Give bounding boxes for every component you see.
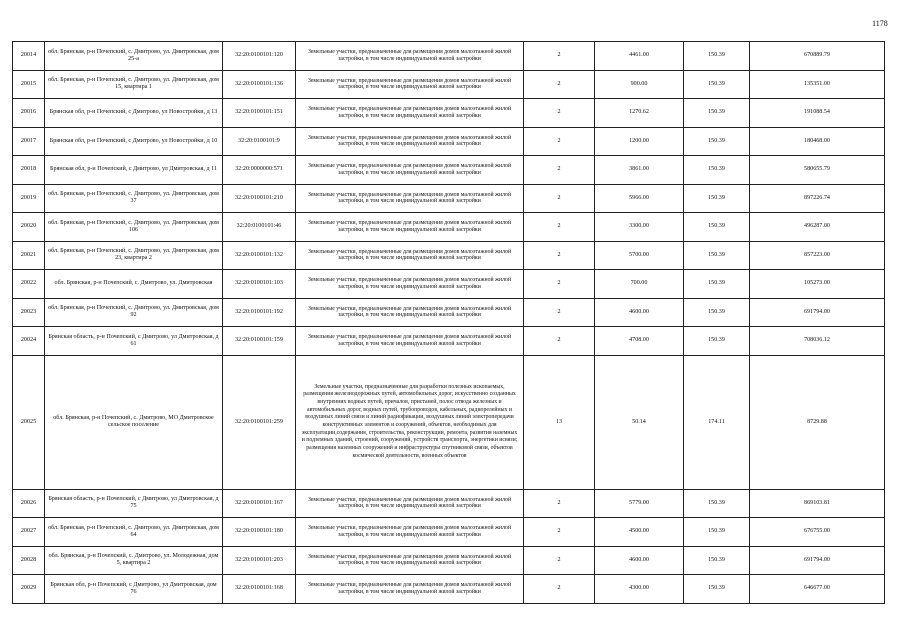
area-cell: 4500.00 [595, 518, 684, 547]
group-code-cell: 2 [524, 70, 595, 99]
table-row [13, 575, 885, 604]
cadastral-number-cell: 32:20:0100101:192 [223, 298, 296, 327]
cadastral-number-cell: 32:20:0100101:180 [223, 518, 296, 547]
cadastral-number-cell: 32:20:0100101:203 [223, 546, 296, 575]
table-row [13, 489, 885, 518]
address-cell: обл. Брянская, р-н Почепский, с. Дмитрово, МО Дмитровское сельское поселение [45, 355, 223, 489]
cadastral-value-cell: 857223.00 [750, 241, 885, 270]
cadastral-number-cell: 32:20:0100101:9 [223, 127, 296, 156]
area-cell: 4708.00 [595, 327, 684, 356]
group-code-cell: 2 [524, 327, 595, 356]
cadastral-value-cell: 691794.00 [750, 546, 885, 575]
address-cell: Брянская обл, р-н Почепский, с Дмитрово, ул Дмитровская, дом 76 [45, 575, 223, 604]
row-id-cell: 20016 [13, 99, 45, 128]
land-purpose-cell: Земельные участки, предназначенные для размещения домов малоэтажной жилой застройки, в том числе индивидуальной жилой застройки [296, 70, 524, 99]
table-row [13, 127, 885, 156]
table-row [13, 270, 885, 299]
table-row [13, 327, 885, 356]
address-cell: обл. Брянская, р-н Почепский, с. Дмитрово, ул. Дмитровская, дом 37 [45, 184, 223, 213]
rate-cell: 150.39 [684, 127, 750, 156]
row-id-cell: 20028 [13, 546, 45, 575]
cadastral-value-cell: 191088.54 [750, 99, 885, 128]
table-body [13, 42, 885, 604]
table-row [13, 42, 885, 71]
cadastral-value-cell: 897226.74 [750, 184, 885, 213]
group-code-cell: 2 [524, 546, 595, 575]
table-row [13, 156, 885, 185]
area-cell: 900.00 [595, 70, 684, 99]
row-id-cell: 20025 [13, 355, 45, 489]
land-purpose-cell: Земельные участки, предназначенные для размещения домов малоэтажной жилой застройки, в том числе индивидуальной жилой застройки [296, 489, 524, 518]
group-code-cell: 2 [524, 518, 595, 547]
group-code-cell: 2 [524, 489, 595, 518]
row-id-cell: 20027 [13, 518, 45, 547]
area-cell: 5966.00 [595, 184, 684, 213]
row-id-cell: 20018 [13, 156, 45, 185]
address-cell: обл. Брянская, р-н Почепский, с. Дмитрово, ул. Молодежная, дом 5, квартира 2 [45, 546, 223, 575]
rate-cell: 150.39 [684, 546, 750, 575]
group-code-cell: 2 [524, 184, 595, 213]
group-code-cell: 2 [524, 99, 595, 128]
address-cell: обл. Брянская, р-н Почепский, с. Дмитрово, ул. Дмитровская, дом 106 [45, 213, 223, 242]
cadastral-value-cell: 646677.00 [750, 575, 885, 604]
area-cell: 4600.00 [595, 546, 684, 575]
cadastral-number-cell: 32:20:0100101:259 [223, 355, 296, 489]
row-id-cell: 20023 [13, 298, 45, 327]
cadastral-value-cell: 496287.00 [750, 213, 885, 242]
area-cell: 5700.00 [595, 241, 684, 270]
land-purpose-cell: Земельные участки, предназначенные для разработки полезных ископаемых, размещения железнодорожных путей, автомобильных дорог, искусственно созданных внутренних водных путей, причалов, пристаней, полос отвода железных и автомобильных дорог, водных путей, трубопроводов, кабельных, радиорелейных и воздушных линий связи и линий радиофикации, воздушных линий электропередачи конструктивных элементов и сооружений, объектов, необходимых для эксплуатации,содержания, строительства, реконструкции, ремонта, развития наземных и подземных зданий, строений, сооружений, устройств транспорта, энергетики исвязи; размещения наземных сооружений и инфраструктуры спутниковой связи, объектов космической деятельности, военных объектов [296, 355, 524, 489]
address-cell: Брянская область, р-н Почепский, с Дмитрово, ул Дмитровская, д 61 [45, 327, 223, 356]
land-purpose-cell: Земельные участки, предназначенные для размещения домов малоэтажной жилой застройки, в том числе индивидуальной жилой застройки [296, 546, 524, 575]
address-cell: обл. Брянская, р-н Почепский, с. Дмитрово, ул. Дмитровская, дом 25-а [45, 42, 223, 71]
address-cell: Брянская область, р-н Почепский, с Дмитрово, ул Дмитровская, д 75 [45, 489, 223, 518]
cadastral-number-cell: 32:20:0100101:132 [223, 241, 296, 270]
address-cell: обл. Брянская, р-н Почепский, с. Дмитрово, ул. Дмитровская [45, 270, 223, 299]
group-code-cell: 2 [524, 298, 595, 327]
table-row [13, 184, 885, 213]
rate-cell: 150.39 [684, 489, 750, 518]
table-row [13, 70, 885, 99]
land-purpose-cell: Земельные участки, предназначенные для размещения домов малоэтажной жилой застройки, в том числе индивидуальной жилой застройки [296, 99, 524, 128]
cadastral-value-cell: 670889.79 [750, 42, 885, 71]
rate-cell: 174.11 [684, 355, 750, 489]
rate-cell: 150.39 [684, 70, 750, 99]
rate-cell: 150.39 [684, 270, 750, 299]
area-cell: 4300.00 [595, 575, 684, 604]
address-cell: Брянская обл, р-н Почепский, с Дмитрово, ул Новостройки, д 10 [45, 127, 223, 156]
table-row [13, 546, 885, 575]
area-cell: 3861.00 [595, 156, 684, 185]
row-id-cell: 20026 [13, 489, 45, 518]
cadastral-value-cell: 135351.00 [750, 70, 885, 99]
row-id-cell: 20020 [13, 213, 45, 242]
cadastral-value-cell: 676755.00 [750, 518, 885, 547]
row-id-cell: 20015 [13, 70, 45, 99]
land-registry-table [12, 41, 885, 604]
land-purpose-cell: Земельные участки, предназначенные для размещения домов малоэтажной жилой застройки, в том числе индивидуальной жилой застройки [296, 241, 524, 270]
area-cell: 1200.00 [595, 127, 684, 156]
cadastral-number-cell: 32:20:0000000:571 [223, 156, 296, 185]
area-cell: 1270.62 [595, 99, 684, 128]
row-id-cell: 20014 [13, 42, 45, 71]
address-cell: обл. Брянская, р-н Почепский, с. Дмитрово, ул. Дмитровская, дом 92 [45, 298, 223, 327]
row-id-cell: 20029 [13, 575, 45, 604]
land-purpose-cell: Земельные участки, предназначенные для размещения домов малоэтажной жилой застройки, в том числе индивидуальной жилой застройки [296, 213, 524, 242]
cadastral-value-cell: 691794.00 [750, 298, 885, 327]
area-cell: 3300.00 [595, 213, 684, 242]
group-code-cell: 2 [524, 213, 595, 242]
cadastral-number-cell: 32:20:0100101:159 [223, 327, 296, 356]
row-id-cell: 20019 [13, 184, 45, 213]
cadastral-number-cell: 32:20:0100101:136 [223, 70, 296, 99]
land-purpose-cell: Земельные участки, предназначенные для размещения домов малоэтажной жилой застройки, в том числе индивидуальной жилой застройки [296, 42, 524, 71]
rate-cell: 150.39 [684, 156, 750, 185]
rate-cell: 150.39 [684, 575, 750, 604]
address-cell: Брянская обл, р-н Почепский, с Дмитрово, ул Новостройки, д 13 [45, 99, 223, 128]
group-code-cell: 13 [524, 355, 595, 489]
group-code-cell: 2 [524, 42, 595, 71]
row-id-cell: 20022 [13, 270, 45, 299]
group-code-cell: 2 [524, 241, 595, 270]
rate-cell: 150.39 [684, 213, 750, 242]
cadastral-value-cell: 105273.00 [750, 270, 885, 299]
area-cell: 4461.00 [595, 42, 684, 71]
row-id-cell: 20021 [13, 241, 45, 270]
land-purpose-cell: Земельные участки, предназначенные для размещения домов малоэтажной жилой застройки, в том числе индивидуальной жилой застройки [296, 327, 524, 356]
address-cell: Брянская обл, р-н Почепский, с Дмитрово, ул Дмитровская, д 11 [45, 156, 223, 185]
table-row [13, 213, 885, 242]
land-purpose-cell: Земельные участки, предназначенные для размещения домов малоэтажной жилой застройки, в том числе индивидуальной жилой застройки [296, 298, 524, 327]
row-id-cell: 20017 [13, 127, 45, 156]
row-id-cell: 20024 [13, 327, 45, 356]
table-row [13, 298, 885, 327]
land-purpose-cell: Земельные участки, предназначенные для размещения домов малоэтажной жилой застройки, в том числе индивидуальной жилой застройки [296, 156, 524, 185]
cadastral-number-cell: 32:20:0100101:120 [223, 42, 296, 71]
page-number: 1178 [872, 19, 888, 28]
land-purpose-cell: Земельные участки, предназначенные для размещения домов малоэтажной жилой застройки, в том числе индивидуальной жилой застройки [296, 127, 524, 156]
group-code-cell: 2 [524, 575, 595, 604]
address-cell: обл. Брянская, р-н Почепский, с. Дмитрово, ул. Дмитровская, дом 15, квартира 1 [45, 70, 223, 99]
cadastral-number-cell: 32:20:0100101:46 [223, 213, 296, 242]
table-row [13, 241, 885, 270]
land-purpose-cell: Земельные участки, предназначенные для размещения домов малоэтажной жилой застройки, в том числе индивидуальной жилой застройки [296, 184, 524, 213]
table-row [13, 518, 885, 547]
area-cell: 700.00 [595, 270, 684, 299]
land-purpose-cell: Земельные участки, предназначенные для размещения домов малоэтажной жилой застройки, в том числе индивидуальной жилой застройки [296, 518, 524, 547]
rate-cell: 150.39 [684, 42, 750, 71]
cadastral-number-cell: 32:20:0100101:168 [223, 575, 296, 604]
rate-cell: 150.39 [684, 298, 750, 327]
rate-cell: 150.39 [684, 518, 750, 547]
rate-cell: 150.39 [684, 241, 750, 270]
address-cell: обл. Брянская, р-н Почепский, с. Дмитрово, ул. Дмитровская, дом 23, квартира 2 [45, 241, 223, 270]
address-cell: обл. Брянская, р-н Почепский, с. Дмитрово, ул. Дмитровская, дом 64 [45, 518, 223, 547]
land-purpose-cell: Земельные участки, предназначенные для размещения домов малоэтажной жилой застройки, в том числе индивидуальной жилой застройки [296, 575, 524, 604]
cadastral-number-cell: 32:20:0100101:210 [223, 184, 296, 213]
land-purpose-cell: Земельные участки, предназначенные для размещения домов малоэтажной жилой застройки, в том числе индивидуальной жилой застройки [296, 270, 524, 299]
group-code-cell: 2 [524, 270, 595, 299]
cadastral-number-cell: 32:20:0100101:167 [223, 489, 296, 518]
area-cell: 4600.00 [595, 298, 684, 327]
cadastral-number-cell: 32:20:0100101:151 [223, 99, 296, 128]
cadastral-value-cell: 869103.81 [750, 489, 885, 518]
area-cell: 5779.00 [595, 489, 684, 518]
table-row [13, 99, 885, 128]
group-code-cell: 2 [524, 127, 595, 156]
cadastral-number-cell: 32:20:0100101:103 [223, 270, 296, 299]
cadastral-value-cell: 580655.79 [750, 156, 885, 185]
rate-cell: 150.39 [684, 327, 750, 356]
area-cell: 50.14 [595, 355, 684, 489]
rate-cell: 150.39 [684, 99, 750, 128]
cadastral-value-cell: 8729.88 [750, 355, 885, 489]
cadastral-value-cell: 180468.00 [750, 127, 885, 156]
table-row [13, 355, 885, 489]
cadastral-value-cell: 708036.12 [750, 327, 885, 356]
rate-cell: 150.39 [684, 184, 750, 213]
group-code-cell: 2 [524, 156, 595, 185]
